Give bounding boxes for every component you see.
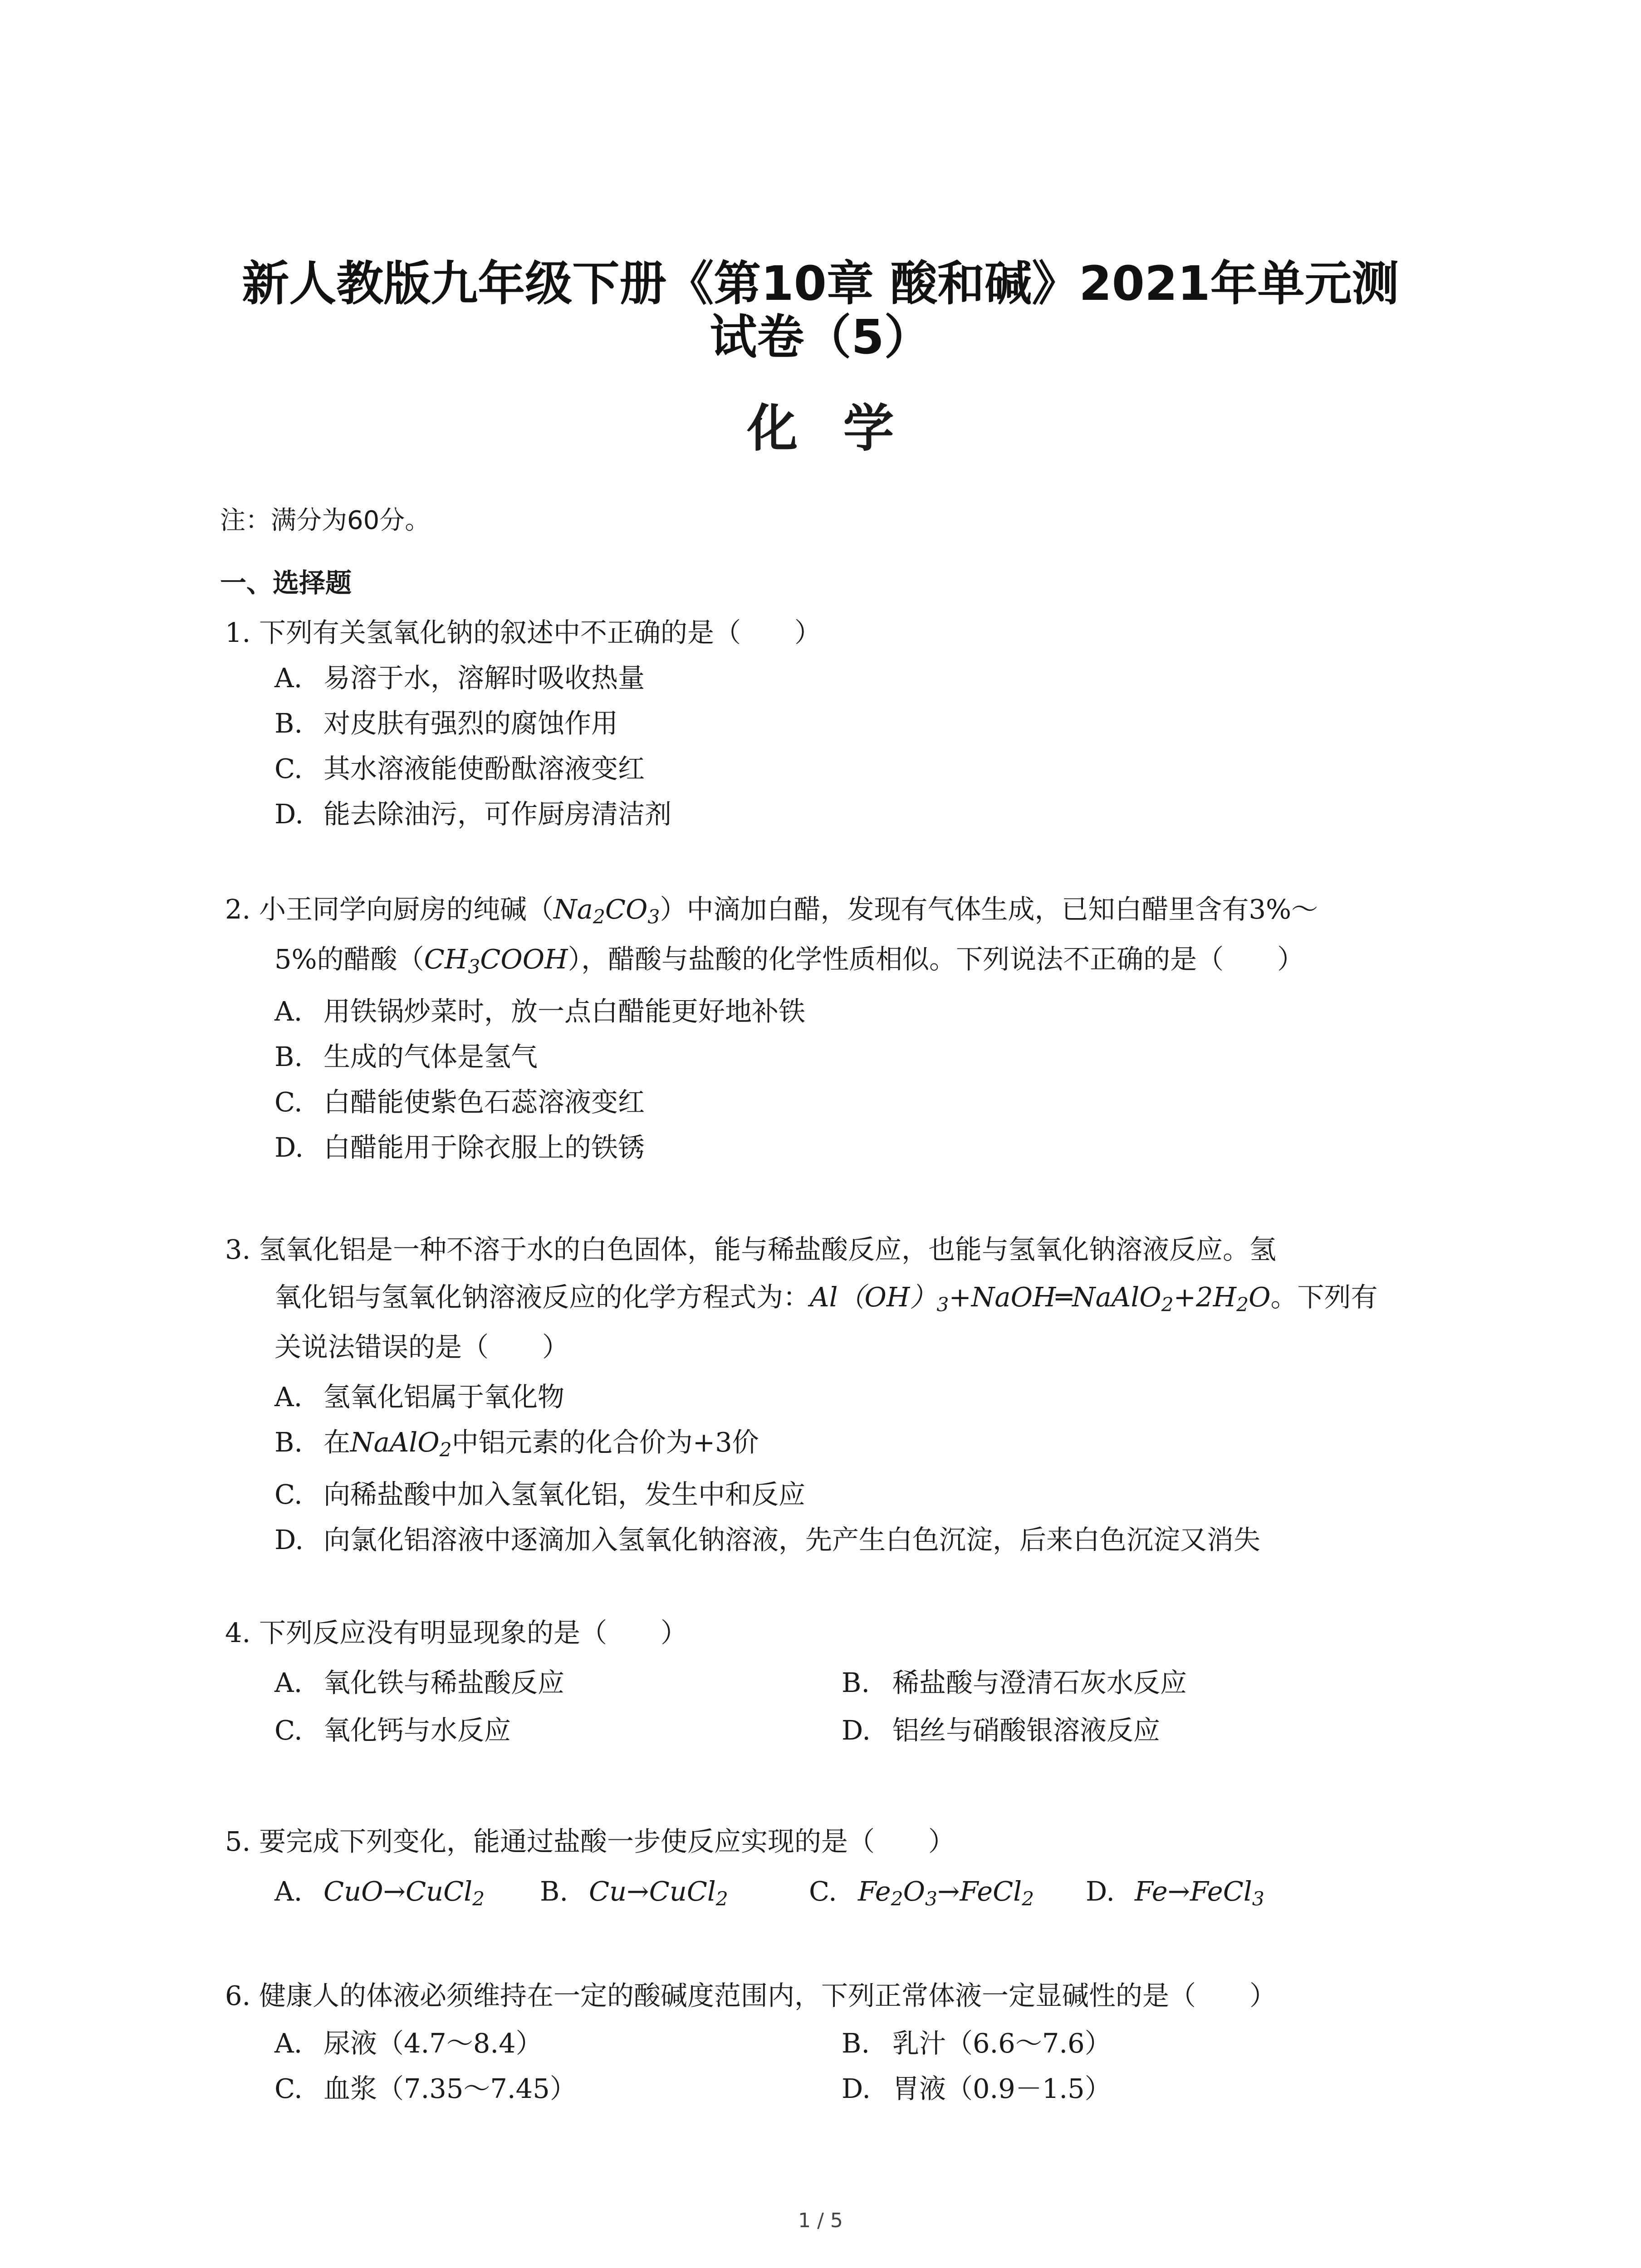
formula-part: Na (554, 894, 593, 925)
q5-option-a (274, 1873, 485, 1910)
q4-option-a (274, 1665, 564, 1701)
formula-part: +NaOH═NaAlO (949, 1281, 1161, 1313)
formula-part: O (1249, 1281, 1271, 1313)
q5-option-b (540, 1873, 728, 1910)
question-3-stem-line-2 (274, 1279, 1377, 1315)
formula-part: +2H (1173, 1281, 1237, 1313)
q2-option-d (274, 1129, 645, 1166)
formula (424, 943, 568, 978)
option-text: 血浆（7.35～7.45） (323, 2073, 577, 2104)
option-text: 向稀盐酸中加入氢氧化铝，发生中和反应 (323, 1479, 806, 1510)
option-label: C. (274, 1479, 303, 1510)
stem-text: 。下列有 (1270, 1281, 1378, 1313)
option-text: 白醋能用于除衣服上的铁锈 (323, 1132, 645, 1163)
q1-option-b (274, 705, 618, 742)
option-label: D. (1086, 1876, 1115, 1907)
subscript: 3 (468, 956, 480, 978)
formula-part: Al (810, 1281, 838, 1313)
formula (589, 1876, 728, 1911)
formula-part: CO (605, 894, 648, 925)
q6-option-b (842, 2025, 1112, 2062)
formula (350, 1427, 452, 1461)
question-4-stem: 4. 下列反应没有明显现象的是（ ） (225, 1617, 688, 1648)
q4-option-d (842, 1712, 1160, 1749)
subscript: 2 (439, 1439, 452, 1461)
subscript: 3 (936, 1294, 949, 1316)
option-text: 在 (323, 1427, 351, 1458)
option-label: C. (809, 1876, 837, 1907)
subscript: 2 (472, 1888, 485, 1911)
formula (1135, 1876, 1264, 1911)
option-label: B. (274, 708, 303, 739)
stem-text: ）中滴加白醋，发现有气体生成，已知白醋里含有3%～ (660, 894, 1318, 925)
option-text: 其水溶液能使酚酞溶液变红 (323, 753, 645, 784)
option-text: 尿液（4.7～8.4） (323, 2028, 543, 2059)
option-label: A. (274, 1381, 303, 1413)
formula-part: Cu→CuCl (589, 1876, 716, 1907)
option-label: D. (842, 1715, 871, 1746)
question-6-stem: 6. 健康人的体液必须维持在一定的酸碱度范围内，下列正常体液一定显碱性的是（ ） (225, 1980, 1277, 2011)
equation (810, 1281, 1271, 1316)
q3-option-b (274, 1424, 759, 1461)
question-2-stem-line-1 (225, 891, 1318, 928)
question-1-stem: 1. 下列有关氢氧化钠的叙述中不正确的是（ ） (225, 617, 822, 648)
subject-heading: 化学 (747, 399, 940, 458)
formula (554, 894, 660, 929)
q6-option-d (842, 2071, 1112, 2107)
option-text: 稀盐酸与澄清石灰水反应 (892, 1667, 1187, 1698)
option-label: C. (274, 753, 303, 784)
option-text: 氧化钙与水反应 (323, 1715, 511, 1746)
question-3-stem-line-3: 关说法错误的是（ ） (274, 1331, 569, 1363)
formula-part: （OH） (838, 1281, 937, 1313)
option-label: C. (274, 2073, 303, 2104)
stem-text: 5%的醋酸（ (274, 943, 424, 975)
formula-part: CH (424, 943, 468, 975)
option-text: 对皮肤有强烈的腐蚀作用 (323, 708, 618, 739)
q1-option-d (274, 796, 671, 832)
q4-option-b (842, 1665, 1187, 1701)
option-text: 氢氧化铝属于氧化物 (323, 1381, 565, 1413)
q3-option-c (274, 1476, 805, 1513)
option-text: 向氯化铝溶液中逐滴加入氢氧化钠溶液，先产生白色沉淀，后来白色沉淀又消失 (323, 1524, 1261, 1555)
option-label: B. (274, 1427, 303, 1458)
option-label: B. (540, 1876, 568, 1907)
option-label: D. (274, 798, 304, 830)
q5-option-c (809, 1873, 1034, 1910)
exam-title-line-2: 试卷（5） (710, 309, 931, 365)
subscript: 2 (1022, 1888, 1034, 1911)
option-text: 白醋能使紫色石蕊溶液变红 (323, 1086, 645, 1118)
option-label: D. (274, 1132, 304, 1163)
subscript: 2 (891, 1888, 903, 1911)
question-5-stem: 5. 要完成下列变化，能通过盐酸一步使反应实现的是（ ） (225, 1826, 955, 1857)
option-label: D. (842, 2073, 871, 2104)
q2-option-a (274, 993, 805, 1030)
option-text: 能去除油污，可作厨房清洁剂 (323, 798, 672, 830)
question-2-stem-line-2 (274, 941, 1304, 978)
option-label: B. (842, 2028, 870, 2059)
subscript: 2 (715, 1888, 728, 1911)
subscript: 3 (1252, 1888, 1264, 1911)
option-text: 中铝元素的化合价为+3价 (451, 1427, 759, 1458)
stem-text: ），醋酸与盐酸的化学性质相似。下列说法不正确的是（ ） (568, 943, 1304, 975)
formula-part: COOH (480, 943, 568, 975)
option-label: C. (274, 1086, 303, 1118)
option-label: A. (274, 662, 303, 694)
q2-option-b (274, 1039, 538, 1075)
formula (858, 1876, 1034, 1911)
option-text: 氧化铁与稀盐酸反应 (323, 1667, 565, 1698)
q4-option-c (274, 1712, 511, 1749)
option-label: B. (274, 1041, 303, 1072)
page-number: 1 / 5 (798, 2209, 843, 2232)
option-text: 乳汁（6.6～7.6） (892, 2028, 1112, 2059)
formula-part: →FeCl (937, 1876, 1022, 1907)
formula-part: O (903, 1876, 926, 1907)
subscript: 2 (1161, 1294, 1174, 1316)
stem-text: 2. 小王同学向厨房的纯碱（ (225, 894, 554, 925)
option-text: 用铁锅炒菜时，放一点白醋能更好地补铁 (323, 996, 806, 1027)
option-label: A. (274, 2028, 303, 2059)
subscript: 3 (925, 1888, 938, 1911)
option-label: B. (842, 1667, 870, 1698)
q2-option-c (274, 1084, 645, 1120)
option-label: D. (274, 1524, 304, 1555)
option-label: A. (274, 1876, 303, 1907)
subscript: 2 (593, 906, 605, 929)
exam-title-line-1: 新人教版九年级下册《第10章 酸和碱》2021年单元测 (242, 256, 1399, 311)
formula-part: Fe (858, 1876, 891, 1907)
subscript: 3 (647, 906, 660, 929)
q1-option-a (274, 660, 645, 696)
q1-option-c (274, 751, 645, 787)
q6-option-c (274, 2071, 577, 2107)
option-text: 胃液（0.9－1.5） (892, 2073, 1112, 2104)
question-3-stem-line-1: 3. 氢氧化铝是一种不溶于水的白色固体，能与稀盐酸反应，也能与氢氧化钠溶液反应。氢 (225, 1234, 1277, 1265)
formula-part: Fe→FeCl (1135, 1876, 1252, 1907)
option-label: A. (274, 1667, 303, 1698)
formula-part: NaAlO (350, 1427, 440, 1458)
stem-text: 氧化铝与氢氧化钠溶液反应的化学方程式为： (274, 1281, 810, 1313)
section-heading-choice: 一、选择题 (220, 567, 352, 598)
formula (323, 1876, 485, 1911)
q3-option-a (274, 1379, 564, 1415)
q3-option-d (274, 1522, 1260, 1558)
score-note: 注：满分为60分。 (220, 506, 431, 535)
option-text: 易溶于水，溶解时吸收热量 (323, 662, 645, 694)
q5-option-d (1086, 1873, 1264, 1910)
subscript: 2 (1236, 1294, 1249, 1316)
option-text: 铝丝与硝酸银溶液反应 (892, 1715, 1161, 1746)
q6-option-a (274, 2025, 543, 2062)
option-label: A. (274, 996, 303, 1027)
option-text: 生成的气体是氢气 (323, 1041, 538, 1072)
formula-part: CuO→CuCl (323, 1876, 473, 1907)
option-label: C. (274, 1715, 303, 1746)
